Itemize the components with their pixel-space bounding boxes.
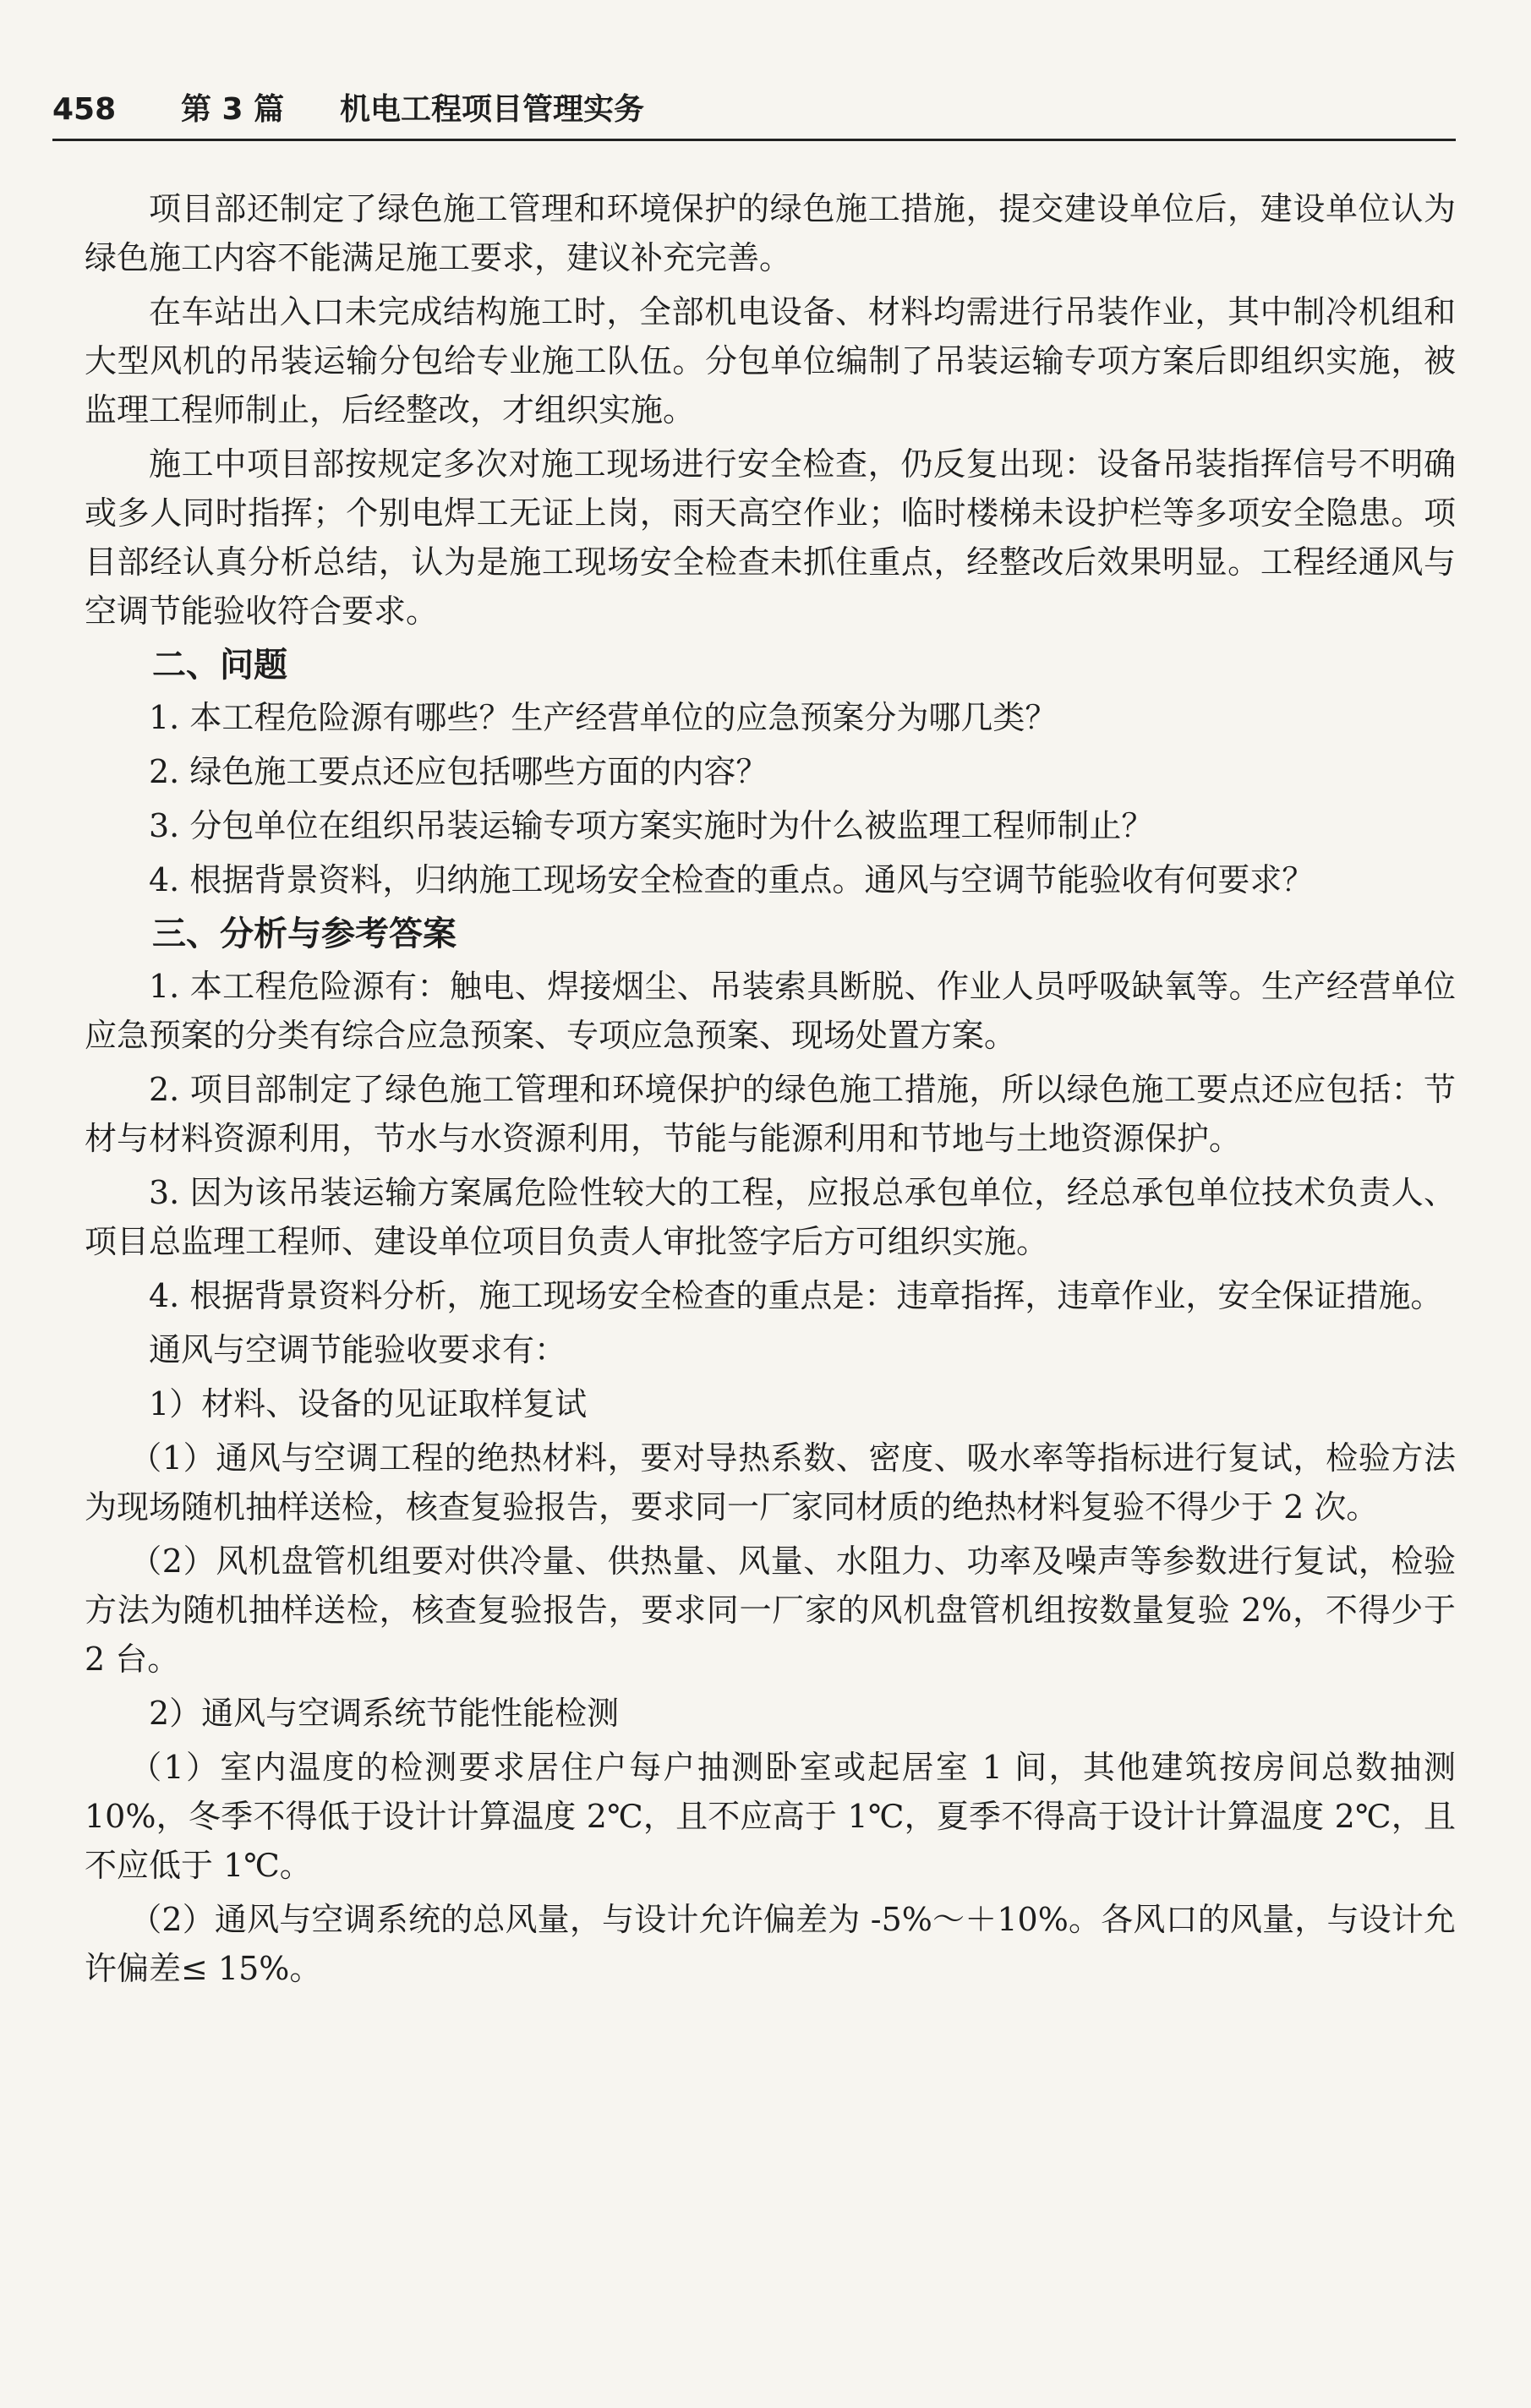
page-body: [85, 184, 1456, 1998]
question-item: 4. 根据背景资料，归纳施工现场安全检查的重点。通风与空调节能验收有何要求？: [149, 861, 1315, 898]
section-heading-questions: 二、问题: [152, 646, 287, 685]
part-label: 第 3 篇: [181, 92, 285, 127]
question-item: 3. 分包单位在组织吊装运输专项方案实施时为什么被监理工程师制止？: [149, 807, 1154, 844]
page-number: 458: [52, 92, 117, 127]
answer-paragraph: 4. 根据背景资料分析，施工现场安全检查的重点是：违章指挥，违章作业，安全保证措施。: [149, 1277, 1443, 1314]
answer-paragraph: （1）通风与空调工程的绝热材料，要对导热系数、密度、吸水率等指标进行复试，检验方法为现场随机抽样送检，核查复验报告，要求同一厂家同材质的绝热材料复验不得少于 2 次。: [85, 1439, 1456, 1526]
answer-subheading: 1）材料、设备的见证取样复试: [149, 1385, 588, 1422]
question-item: 1. 本工程危险源有哪些？生产经营单位的应急预案分为哪几类？: [149, 699, 1058, 736]
background-paragraph: 施工中项目部按规定多次对施工现场进行安全检查，仍反复出现：设备吊装指挥信号不明确或多人同时指挥；个别电焊工无证上岗，雨天高空作业；临时楼梯未设护栏等多项安全隐患。项目部经认真分析总结，认为是施工现场安全检查未抓住重点，经整改后效果明显。工程经通风与空调节能验收符合要求。: [85, 445, 1456, 630]
answer-paragraph: （2）风机盘管机组要对供冷量、供热量、风量、水阻力、功率及噪声等参数进行复试，检验方法为随机抽样送检，核查复验报告，要求同一厂家的风机盘管机组按数量复验 2%，不得少于 2 台。: [85, 1543, 1456, 1678]
question-item: 2. 绿色施工要点还应包括哪些方面的内容？: [149, 753, 768, 790]
answer-paragraph: 1. 本工程危险源有：触电、焊接烟尘、吊装索具断脱、作业人员呼吸缺氧等。生产经营单位应急预案的分类有综合应急预案、专项应急预案、现场处置方案。: [85, 968, 1456, 1054]
background-paragraph: 在车站出入口未完成结构施工时，全部机电设备、材料均需进行吊装作业，其中制冷机组和大型风机的吊装运输分包给专业施工队伍。分包单位编制了吊装运输专项方案后即组织实施，被监理工程师制止，后经整改，才组织实施。: [85, 293, 1456, 429]
answer-paragraph: （2）通风与空调系统的总风量，与设计允许偏差为 -5%～＋10%。各风口的风量，与设计允许偏差≤ 15%。: [85, 1901, 1456, 1987]
answer-paragraph: 通风与空调节能验收要求有：: [149, 1331, 567, 1368]
background-paragraph: 项目部还制定了绿色施工管理和环境保护的绿色施工措施，提交建设单位后，建设单位认为绿色施工内容不能满足施工要求，建议补充完善。: [85, 190, 1456, 276]
answer-subheading: 2）通风与空调系统节能性能检测: [149, 1695, 620, 1732]
answer-paragraph: 2. 项目部制定了绿色施工管理和环境保护的绿色施工措施，所以绿色施工要点还应包括：节材与材料资源利用，节水与水资源利用，节能与能源利用和节地与土地资源保护。: [85, 1071, 1456, 1157]
section-heading-answers: 三、分析与参考答案: [152, 915, 457, 953]
page-header: [52, 91, 1456, 141]
chapter-title: 机电工程项目管理实务: [340, 92, 645, 127]
answer-paragraph: （1）室内温度的检测要求居住户每户抽测卧室或起居室 1 间，其他建筑按房间总数抽测 10%，冬季不得低于设计计算温度 2℃，且不应高于 1℃，夏季不得高于设计计算温度 2℃，且不应低于 1℃。: [85, 1749, 1457, 1884]
answer-paragraph: 3. 因为该吊装运输方案属危险性较大的工程，应报总承包单位，经总承包单位技术负责人、项目总监理工程师、建设单位项目负责人审批签字后方可组织实施。: [85, 1174, 1456, 1260]
